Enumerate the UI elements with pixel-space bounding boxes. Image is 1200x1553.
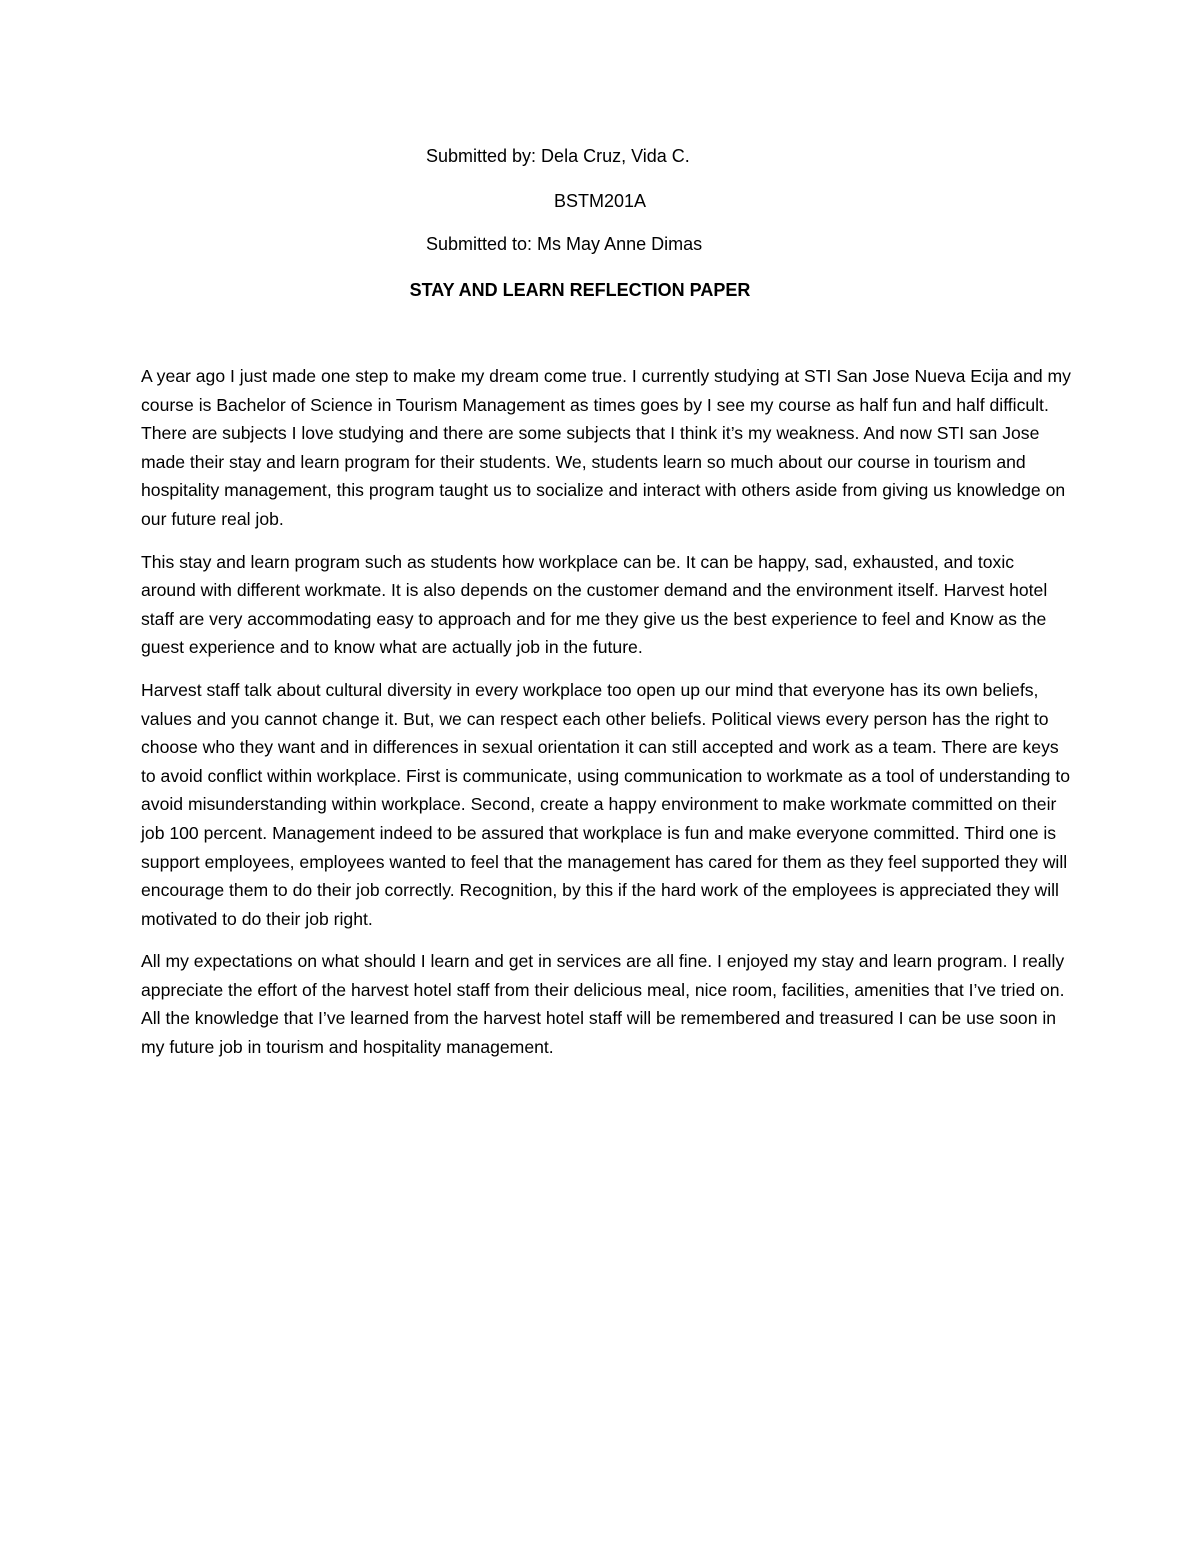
submitted-to-line: Submitted to: Ms May Anne Dimas [426,234,703,254]
paragraph-intro: A year ago I just made one step to make my dream come true. I currently studying at STI San Jose Nueva Ecija and my course is Bachelor of Science in Tourism Management as times goes by I see my course as half fun and half difficult. There are subjects I love studying and there are some subjects that I think it’s my weakness. And now STI san Jose made their stay and learn program for their students. We, students learn so much about our course in tourism and hospitality management, this program taught us to socialize and interact with others aside from giving us knowledge on our future real job. [141,366,1071,529]
document-body [141,362,1071,1076]
section-code: BSTM201A [553,191,647,211]
paper-title: STAY AND LEARN REFLECTION PAPER [409,280,751,300]
paragraph-program: This stay and learn program such as students how workplace can be. It can be happy, sad, exhausted, and toxic around with different workmate. It is also depends on the customer demand and the environment itself. Harvest hotel staff are very accommodating easy to approach and for me they give us the best experience to feel and Know as the guest experience and to know what are actually job in the future. [141,551,1048,658]
submitted-by-line: Submitted by: Dela Cruz, Vida C. [426,146,690,166]
paragraph-conclusion: All my expectations on what should I learn and get in services are all fine. I enjoyed my stay and learn program. I really appreciate the effort of the harvest hotel staff from their delicious meal, nice room, facilities, amenities that I’ve tried on. All the knowledge that I’ve learned from the harvest hotel staff will be remembered and treasured I can be use soon in my future job in tourism and hospitality management. [141,951,1065,1058]
paragraph-diversity: Harvest staff talk about cultural diversity in every workplace too open up our mind that everyone has its own beliefs, values and you cannot change it. But, we can respect each other beliefs. Political views every person has the right to choose who they want and in differences in sexual orientation it can still accepted and work as a team. There are keys to avoid conflict within workplace. First is communicate, using communication to workmate as a tool of understanding to avoid misunderstanding within workplace. Second, create a happy environment to make workmate committed on their job 100 percent. Management indeed to be assured that workplace is fun and make everyone committed. Third one is support employees, employees wanted to feel that the management has cared for them as they feel supported they will encourage them to do their job correctly. Recognition, by this if the hard work of the employees is appreciated they will motivated to do their job right. [141,679,1070,929]
